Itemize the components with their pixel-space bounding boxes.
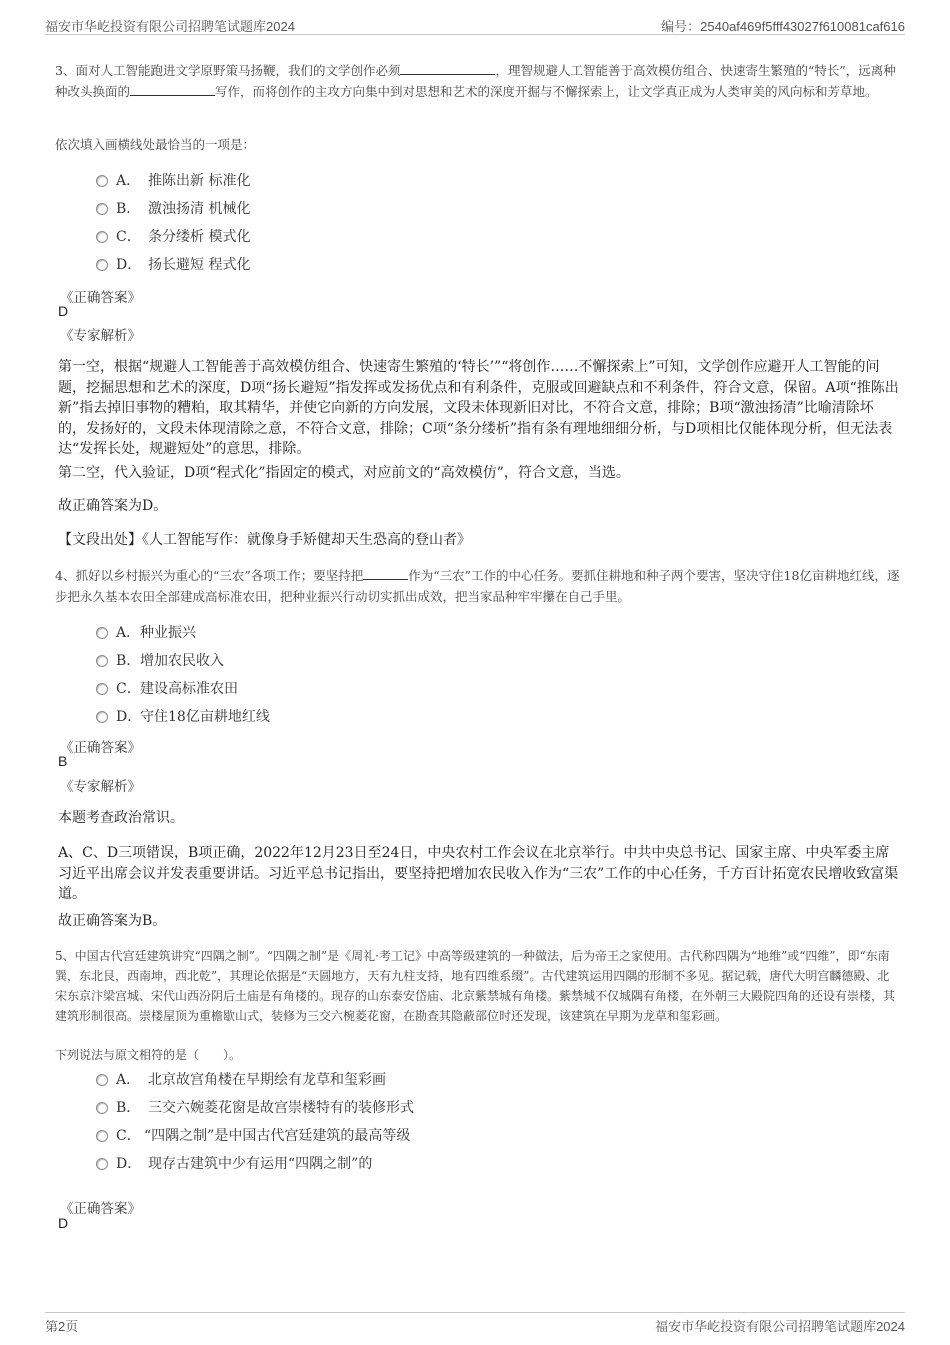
q3-text-b: ，理智规避人工智能善于高效模仿组合、快速寄生繁殖的“特 <box>495 63 827 78</box>
q3-text-c: 长”，远离种种改头换面的 <box>55 63 896 99</box>
radio-icon[interactable] <box>96 1158 108 1170</box>
q5-answer: D <box>58 1215 69 1231</box>
q3-analysis-3: 故正确答案为D。 <box>58 498 168 514</box>
question-3-prompt: 依次填入画横线处最恰当的一项是： <box>55 137 256 152</box>
blank-2 <box>130 83 215 96</box>
q4-analysis-1: 本题考查政治常识。 <box>58 810 184 826</box>
q3-analysis-1: 第一空，根据“规避人工智能善于高效模仿组合、快速寄生繁殖的‘特长’”“将创作……不懈探索上”可知，文学创作应避开人工智能的问题，挖掘思想和艺术的深度，D项“扬长避短”指发挥或发扬优点和有利条件，克服或回避缺点和不利条件，符合文意，保留。A项“推陈出新”指去掉旧事物的糟粕，取其精华，并使它向新的方向发展，文段未体现新旧对比，不符合文意，排除；B项“激浊扬清”比喻清除坏的，发扬好的，文段未体现清除之意，不符合文意，排除；C项“条分缕析”指有条有理地细细分析，与D项相比仅能体现分析，但无法表达“发挥长处，规避短处”的意思，排除。 <box>58 359 899 457</box>
radio-icon[interactable] <box>96 231 108 243</box>
question-4-text <box>55 565 900 607</box>
radio-icon[interactable] <box>96 655 108 667</box>
page-header <box>45 10 905 35</box>
header-doc-id: 编号：2540af469f5fff43027f610081caf616 <box>661 19 905 34</box>
q4-text-b: 作为“三农”工作的中心任务。要抓住耕地和种子两个要害，坚决守住18亿亩耕地红线，逐步把永久基本农田全部建成高标准农田，把种业振兴行动切实抓出成效，把当家品种牢牢攥在自己手里。 <box>55 568 900 604</box>
q3-answer: D <box>58 303 69 319</box>
q4-answer-tag: 《正确答案》 <box>60 740 141 756</box>
q5-answer-tag: 《正确答案》 <box>60 1201 141 1217</box>
header-title: 福安市华屹投资有限公司招聘笔试题库2024 <box>45 19 295 34</box>
radio-icon[interactable] <box>96 627 108 639</box>
page-footer <box>45 1312 905 1333</box>
q3-analysis-tag: 《专家解析》 <box>60 328 141 344</box>
q4-analysis-3: 故正确答案为B。 <box>58 913 167 929</box>
radio-icon[interactable] <box>96 1130 108 1142</box>
page-number: 第2页 <box>45 1319 79 1334</box>
footer-title: 福安市华屹投资有限公司招聘笔试题库2024 <box>655 1319 905 1334</box>
q4-answer: B <box>58 753 68 769</box>
question-3-text <box>55 60 900 102</box>
q4-analysis-2: A、C、D三项错误，B项正确，2022年12月23日至24日，中央农村工作会议在北京举行。中共中央总书记、国家主席、中央军委主席习近平出席会议并发表重要讲话。习近平总书记指出，要坚持把增加农民收入作为“三农”工作的中心任务，千方百计拓宽农民增收致富渠道。 <box>58 845 899 902</box>
q3-source: 【文段出处】《人工智能写作：就像身手矫健却天生恐高的登山者》 <box>58 532 471 548</box>
radio-icon[interactable] <box>96 203 108 215</box>
q4-analysis-tag: 《专家解析》 <box>60 779 141 795</box>
blank-1 <box>400 62 495 75</box>
radio-icon[interactable] <box>96 711 108 723</box>
blank-3 <box>363 567 408 580</box>
q4-text-a: 4、抓好以乡村振兴为重心的“三农”各项工作；要坚持把 <box>55 568 364 583</box>
q3-text-d: 写作，而将创作的主攻方向集中到对思想和艺术的深度开掘与不懈探索上，让文学真正成为人类审美的风向标和芳草地。 <box>215 84 878 99</box>
q3-analysis-2: 第二空，代入验证，D项“程式化”指固定的模式，对应前文的“高效模仿”，符合文意，当选。 <box>58 465 630 481</box>
radio-icon[interactable] <box>96 175 108 187</box>
radio-icon[interactable] <box>96 1102 108 1114</box>
radio-icon[interactable] <box>96 259 108 271</box>
question-5-prompt: 下列说法与原文相符的是（ ）。 <box>55 1048 242 1062</box>
q3-answer-tag: 《正确答案》 <box>60 290 141 306</box>
radio-icon[interactable] <box>96 683 108 695</box>
q3-text-a: 3、面对人工智能跑进文学原野策马扬鞭，我们的文学创作必须 <box>55 63 401 78</box>
question-5-text: 5、中国古代宫廷建筑讲究“四隅之制”。“四隅之制”是《周礼·考工记》中高等级建筑的一种做法，后为帝王之家使用。古代称四隅为“地维”或“四维”，即“东南巽，东北艮，西南坤，西北乾”，其理论依据是“天圆地方，天有九柱支持，地有四维系缀”。古代建筑运用四隅的形制不多见。据记载，唐代大明宫麟德殿、北宋东京汴梁宫城、宋代山西汾阴后土庙是有角楼的。现存的山东泰安岱庙、北京紫禁城有角楼。紫禁城不仅城隅有角楼，在外朝三大殿院四角的还设有崇楼，其建筑形制很高。崇楼屋顶为重檐歇山式，装修为三交六椀菱花窗，在勘查其隐蔽部位时还发现，该建筑在早期为龙草和玺彩画。 <box>55 949 896 1023</box>
radio-icon[interactable] <box>96 1074 108 1086</box>
